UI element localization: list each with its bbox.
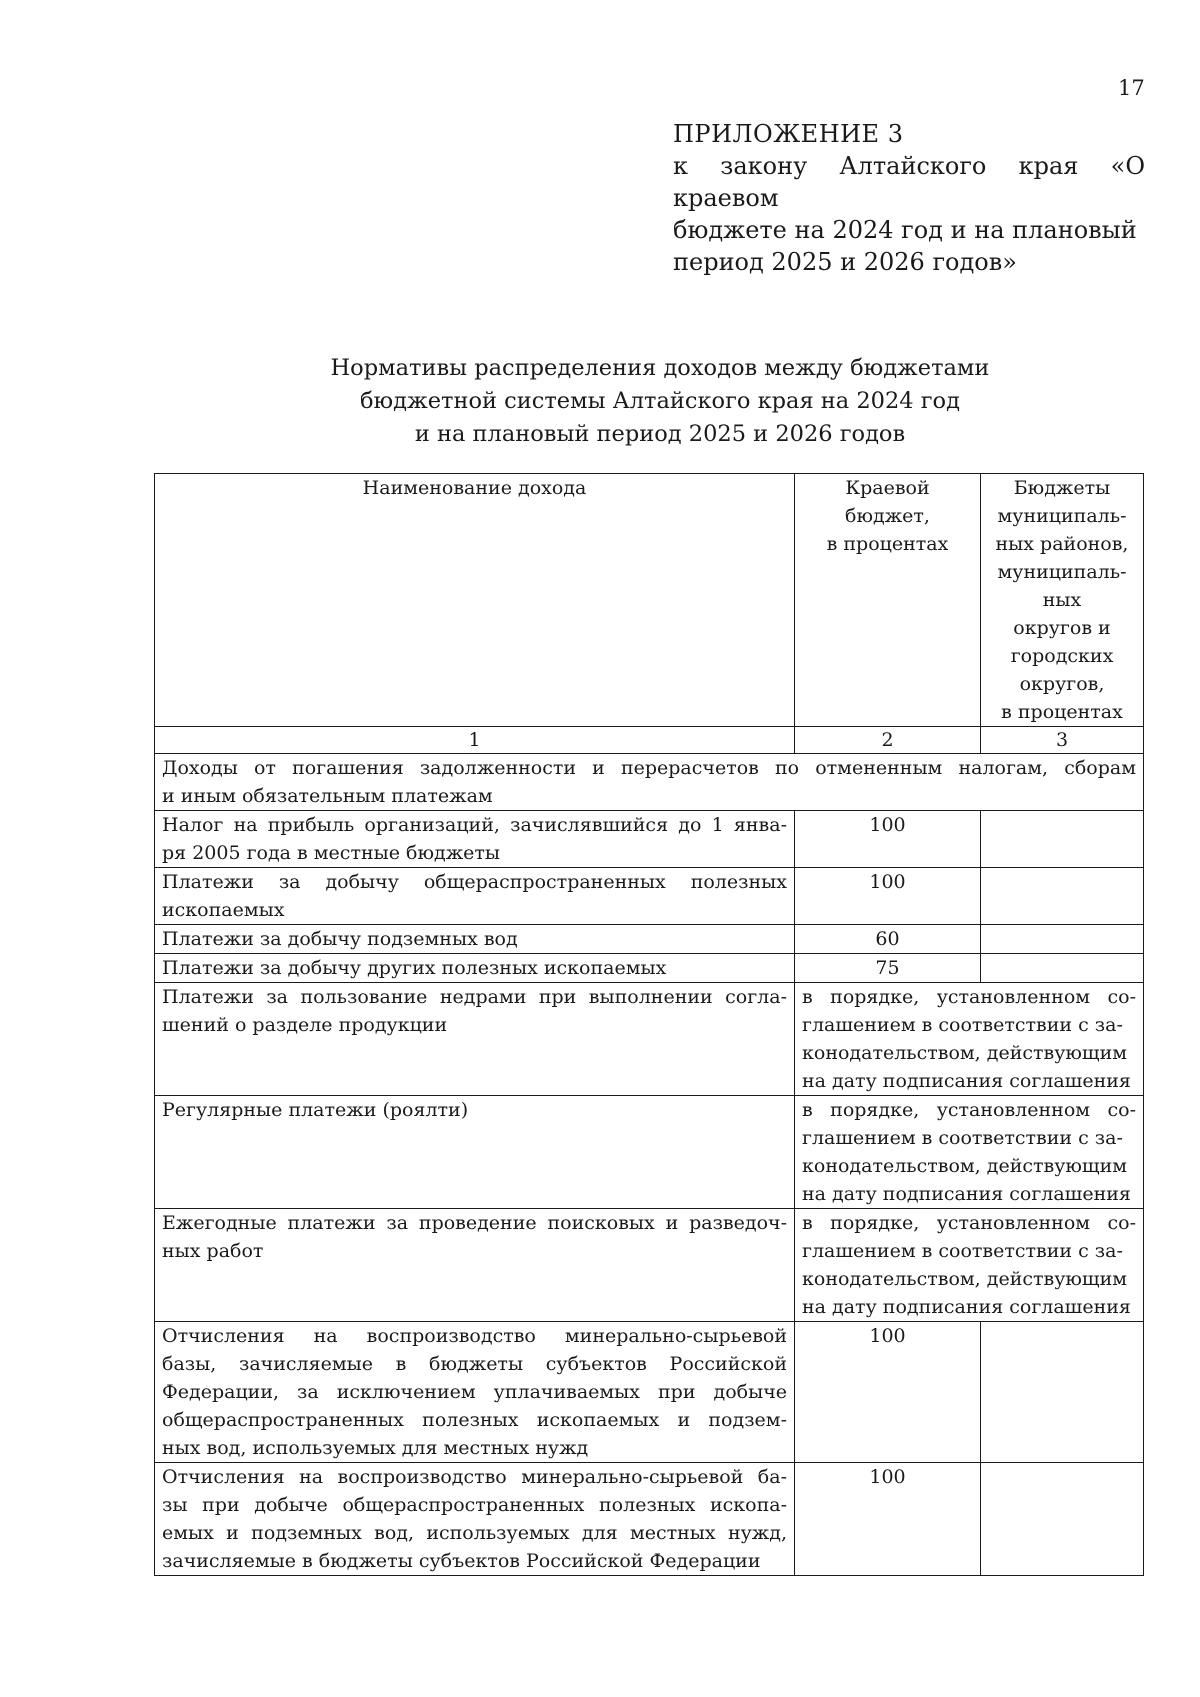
agreement-note-line: конодательством, действующим [802,1042,1128,1064]
agreement-note-line: в порядке, установленном со- [802,986,1136,1008]
regional-percent-cell: 100 [795,868,981,925]
revenue-name-line: базы, зачисляемые в бюджеты субъектов Российской [162,1353,787,1375]
table-row [155,811,1144,868]
header-municipal-line: муниципаль- [997,505,1127,527]
document-title-line: бюджетной системы Алтайского края на 2024 год [360,388,960,414]
page-number: 17 [1118,76,1145,100]
appendix-subtitle-line: к закону Алтайского края «О краевом [673,152,1145,212]
regional-percent-cell: 100 [795,811,981,868]
revenue-name-cell [155,983,795,1096]
regional-percent-cell: 100 [795,1463,981,1576]
table-row [155,983,1144,1096]
revenue-name-line: Отчисления на воспроизводство минерально-сырьевой ба- [162,1466,787,1488]
municipal-percent-cell [981,868,1144,925]
agreement-note-line: глашением в соответствии с за- [802,1240,1123,1262]
document-title-line: Нормативы распределения доходов между бюджетами [330,355,990,381]
revenue-name-line: зы при добыче общераспространенных полезных ископа- [162,1494,787,1516]
agreement-note-line: конодательством, действующим [802,1268,1128,1290]
revenue-name-line: ных работ [162,1240,264,1262]
municipal-percent-cell [981,1322,1144,1463]
header-regional-budget [795,474,981,727]
agreement-note-line: глашением в соответствии с за- [802,1014,1123,1036]
table-row [155,868,1144,925]
header-municipal-budgets [981,474,1144,727]
header-municipal-line: ных районов, [995,533,1129,555]
section-title-line: и иным обязательным платежам [162,785,493,807]
revenue-name-cell [155,1463,795,1576]
header-municipal-line: округов и [1013,617,1111,639]
document-title-line: и на плановый период 2025 и 2026 годов [414,421,906,447]
revenue-name-line: Платежи за добычу общераспространенных полезных [162,871,787,893]
municipal-percent-cell [981,811,1144,868]
section-title-line: Доходы от погашения задолженности и перерасчетов по отмененным налогам, сборам [162,757,1136,779]
column-number: 1 [155,727,795,754]
revenue-name-line: зачисляемые в бюджеты субъектов Российской Федерации [162,1550,761,1572]
table-header-row [155,474,1144,727]
revenue-name-line: Регулярные платежи (роялти) [162,1099,469,1121]
appendix-subtitle-line: период 2025 и 2026 годов» [673,248,1017,276]
agreement-note-line: конодательством, действующим [802,1155,1128,1177]
table-row [155,1209,1144,1322]
revenue-name-line: Платежи за добычу подземных вод [162,928,518,950]
agreement-note-line: в порядке, установленном со- [802,1212,1136,1234]
header-municipal-line: городских [1010,645,1114,667]
table-row [155,1096,1144,1209]
appendix-subtitle-line: бюджете на 2024 год и на плановый [673,216,1137,244]
header-municipal-line: округов, [1019,673,1105,695]
revenue-name-cell [155,1209,795,1322]
header-municipal-line: муниципаль- [997,561,1127,583]
table-row [155,1322,1144,1463]
column-number: 3 [981,727,1144,754]
regional-percent-cell: 100 [795,1322,981,1463]
revenue-name-cell [155,1096,795,1209]
revenue-name-line: Отчисления на воспроизводство минерально-сырьевой [162,1325,787,1347]
agreement-note-cell [795,1096,1144,1209]
header-revenue-name: Наименование дохода [155,474,795,727]
municipal-percent-cell [981,1463,1144,1576]
revenue-name-line: общераспространенных полезных ископаемых и подзем- [162,1409,787,1431]
header-regional-line: Краевой [845,477,930,499]
appendix-heading [673,118,1145,278]
revenue-name-line: шений о разделе продукции [162,1014,448,1036]
agreement-note-line: на дату подписания соглашения [802,1183,1131,1205]
revenue-name-line: Платежи за добычу других полезных ископаемых [162,957,667,979]
revenue-name-line: Налог на прибыль организаций, зачислявшийся до 1 янва- [162,814,787,836]
document-title [200,352,1120,451]
revenue-name-line: Ежегодные платежи за проведение поисковых и разведоч- [162,1212,787,1234]
revenue-name-cell [155,1322,795,1463]
appendix-title: ПРИЛОЖЕНИЕ 3 [673,120,904,148]
header-regional-line: бюджет, [845,505,930,527]
agreement-note-cell [795,1209,1144,1322]
column-number: 2 [795,727,981,754]
revenue-name-line: Федерации, за исключением уплачиваемых при добыче [162,1381,787,1403]
revenue-name-cell [155,811,795,868]
agreement-note-cell [795,983,1144,1096]
agreement-note-line: на дату подписания соглашения [802,1296,1131,1318]
header-municipal-line: в процентах [1001,701,1123,723]
revenue-name-line: ископаемых [162,899,285,921]
revenue-name-line: ных вод, используемых для местных нужд [162,1437,589,1459]
revenue-name-line: емых и подземных вод, используемых для местных нужд, [162,1522,787,1544]
column-number-row [155,727,1144,754]
appendix-subtitle [673,150,1145,278]
section-title [155,754,1144,811]
agreement-note-line: глашением в соответствии с за- [802,1127,1123,1149]
header-municipal-line: Бюджеты [1013,477,1111,499]
header-regional-line: в процентах [826,533,949,555]
revenue-name-cell [155,954,795,983]
municipal-percent-cell [981,925,1144,954]
agreement-note-line: на дату подписания соглашения [802,1070,1131,1092]
table-row [155,954,1144,983]
revenue-name-cell [155,868,795,925]
table-row [155,925,1144,954]
municipal-percent-cell [981,954,1144,983]
regional-percent-cell: 75 [795,954,981,983]
header-municipal-line: ных [1042,589,1082,611]
revenue-name-line: Платежи за пользование недрами при выполнении согла- [162,986,787,1008]
section-title-row [155,754,1144,811]
agreement-note-line: в порядке, установленном со- [802,1099,1136,1121]
revenue-norms-table [154,473,1144,1576]
regional-percent-cell: 60 [795,925,981,954]
revenue-name-cell [155,925,795,954]
table-row [155,1463,1144,1576]
revenue-name-line: ря 2005 года в местные бюджеты [162,842,501,864]
